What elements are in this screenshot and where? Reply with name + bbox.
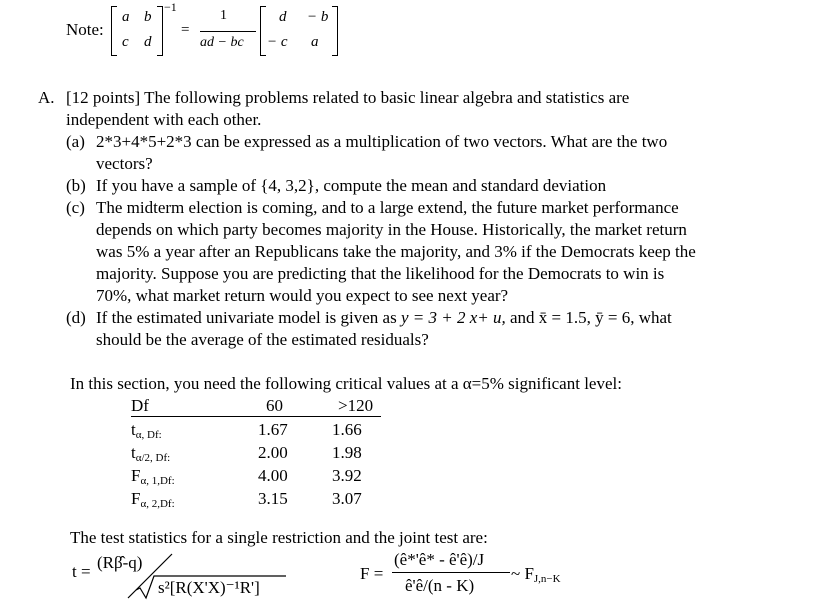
row-subscript: α, Df: bbox=[135, 429, 162, 441]
row-label: F bbox=[131, 489, 141, 508]
f-numerator: (ê*'ê* - ê'ê)/J bbox=[394, 550, 485, 569]
row-label: t bbox=[131, 420, 136, 439]
table-cell-120: 3.07 bbox=[332, 489, 362, 508]
table-row bbox=[131, 466, 175, 486]
section-intro-line1: [12 points] The following problems related to basic linear algebra and statistics are bbox=[66, 88, 630, 107]
table-cell-60: 2.00 bbox=[258, 443, 288, 462]
matrix-cell-c: c bbox=[122, 34, 129, 50]
item-d-line1 bbox=[96, 308, 672, 328]
item-d-text: If the estimated univariate model is given as bbox=[96, 308, 401, 327]
note-label: Note: bbox=[66, 20, 104, 39]
table-cell-120: 1.98 bbox=[332, 443, 362, 462]
item-c-line2: depends on which party becomes majority in the House. Historically, the market return bbox=[96, 220, 687, 239]
table-row bbox=[131, 420, 162, 440]
equals-sign: = bbox=[181, 22, 190, 38]
item-c-marker: (c) bbox=[66, 198, 85, 217]
item-a-marker: (a) bbox=[66, 132, 85, 151]
t-denominator: s²[R(X'X)⁻¹R'] bbox=[158, 578, 260, 597]
table-header-underline bbox=[131, 416, 381, 417]
t-lhs: t = bbox=[72, 562, 91, 581]
table-cell-60: 1.67 bbox=[258, 420, 288, 439]
critical-intro: In this section, you need the following critical values at a α=5% significant level: bbox=[70, 374, 622, 393]
item-d-line2: should be the average of the estimated residuals? bbox=[96, 330, 429, 349]
item-c-line4: majority. Suppose you are predicting that the likelihood for the Democrats to win is bbox=[96, 264, 665, 283]
item-d-equation: y = 3 + 2 x+ u, bbox=[400, 308, 506, 327]
f-fraction-bar bbox=[392, 572, 510, 573]
right-matrix bbox=[260, 6, 338, 56]
table-header-60: 60 bbox=[266, 396, 283, 415]
item-a-line1: 2*3+4*5+2*3 can be expressed as a multiplication of two vectors. What are the two bbox=[96, 132, 668, 151]
item-b-line1: If you have a sample of {4, 3,2}, compute the mean and standard deviation bbox=[96, 176, 607, 195]
matrix-cell-b: b bbox=[144, 9, 152, 25]
f-dist-label: ~ F bbox=[511, 564, 534, 583]
f-denominator: ê'ê/(n - K) bbox=[405, 576, 475, 595]
fraction-denominator: ad − bc bbox=[200, 35, 244, 50]
left-matrix bbox=[111, 6, 163, 56]
inverse-exponent: −1 bbox=[164, 0, 177, 14]
row-subscript: α/2, Df: bbox=[135, 452, 171, 464]
table-row bbox=[131, 489, 175, 509]
item-c-line3: was 5% a year after an Republicans take the majority, and 3% if the Democrats keep the bbox=[96, 242, 696, 261]
matrix-cell-d2: d bbox=[279, 9, 287, 25]
table-header-df: Df bbox=[131, 396, 149, 415]
section-intro-line2: independent with each other. bbox=[66, 110, 262, 129]
f-dist-subscript: J,n−K bbox=[533, 573, 561, 585]
t-numerator: (Rβ̂-q) bbox=[97, 553, 143, 572]
item-a-line2: vectors? bbox=[96, 154, 153, 173]
matrix-cell-neg-b: − b bbox=[307, 9, 329, 25]
tests-intro: The test statistics for a single restriction and the joint test are: bbox=[70, 528, 488, 547]
matrix-cell-neg-c: − c bbox=[267, 34, 288, 50]
item-d-marker: (d) bbox=[66, 308, 86, 327]
row-label: t bbox=[131, 443, 136, 462]
table-cell-120: 1.66 bbox=[332, 420, 362, 439]
fraction-bar bbox=[200, 31, 256, 32]
fraction-numerator: 1 bbox=[220, 8, 227, 23]
item-d-rest: and x̄ = 1.5, ȳ = 6, what bbox=[505, 308, 672, 327]
row-label: F bbox=[131, 466, 141, 485]
item-c-line1: The midterm election is coming, and to a large extend, the future market performance bbox=[96, 198, 679, 217]
table-cell-120: 3.92 bbox=[332, 466, 362, 485]
matrix-cell-d: d bbox=[144, 34, 152, 50]
table-cell-60: 3.15 bbox=[258, 489, 288, 508]
matrix-cell-a2: a bbox=[311, 34, 319, 50]
f-distribution bbox=[511, 564, 561, 584]
item-c-line5: 70%, what market return would you expect to see next year? bbox=[96, 286, 509, 305]
table-cell-60: 4.00 bbox=[258, 466, 288, 485]
matrix-cell-a: a bbox=[122, 9, 130, 25]
section-marker: A. bbox=[38, 88, 55, 107]
table-header-120: >120 bbox=[338, 396, 374, 415]
item-b-marker: (b) bbox=[66, 176, 86, 195]
row-subscript: α, 1,Df: bbox=[140, 475, 175, 487]
table-row bbox=[131, 443, 170, 463]
f-lhs: F = bbox=[360, 564, 384, 583]
row-subscript: α, 2,Df: bbox=[140, 498, 175, 510]
